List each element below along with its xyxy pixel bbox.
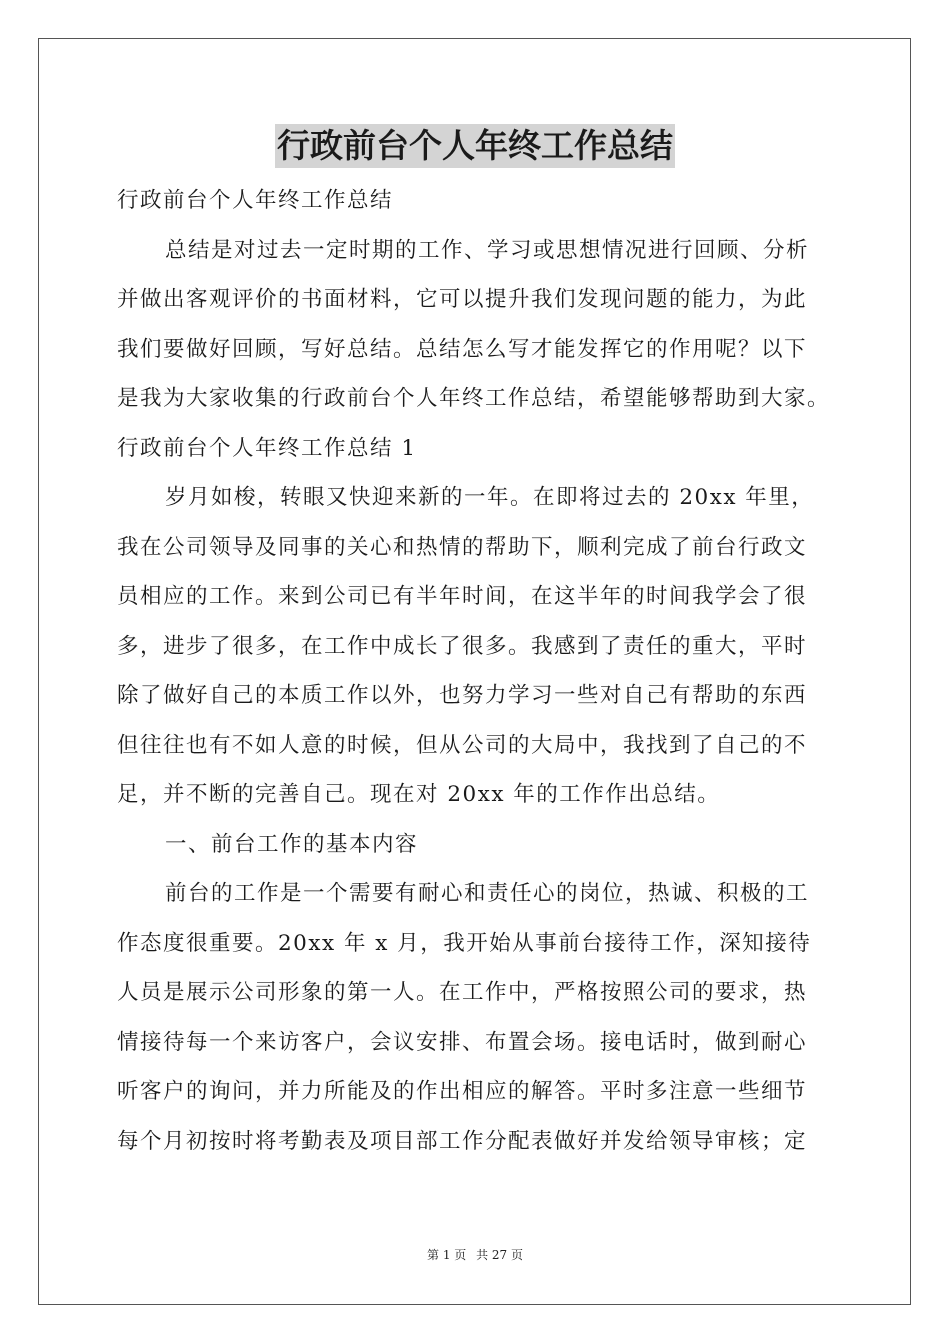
text-line: 我们要做好回顾，写好总结。总结怎么写才能发挥它的作用呢？以下 — [117, 336, 808, 362]
text-line: 行政前台个人年终工作总结 1 — [117, 435, 417, 461]
page-footer — [0, 1247, 950, 1263]
document-title: 行政前台个人年终工作总结 — [275, 124, 675, 168]
document-body — [117, 176, 835, 1166]
text-line: 是我为大家收集的行政前台个人年终工作总结，希望能够帮助到大家。 — [117, 386, 831, 411]
text-line: 足，并不断的完善自己。现在对 20xx 年的工作作出总结。 — [117, 782, 721, 807]
text-line: 岁月如梭，转眼又快迎来新的一年。在即将过去的 20xx 年里， — [165, 485, 815, 510]
text-line: 我在公司领导及同事的关心和热情的帮助下，顺利完成了前台行政文 — [117, 534, 808, 560]
text-line: 听客户的询问，并力所能及的作出相应的解答。平时多注意一些细节 — [117, 1079, 808, 1104]
text-line: 一、前台工作的基本内容 — [165, 831, 419, 857]
text-line: 作态度很重要。20xx 年 x 月，我开始从事前台接待工作，深知接待 — [117, 930, 812, 956]
text-line: 前台的工作是一个需要有耐心和责任心的岗位，热诚、积极的工 — [165, 881, 810, 906]
text-line: 但往往也有不如人意的时候，但从公司的大局中，我找到了自己的不 — [117, 732, 808, 758]
text-line: 除了做好自己的本质工作以外，也努力学习一些对自己有帮助的东西 — [117, 683, 808, 708]
text-line: 人员是展示公司形象的第一人。在工作中，严格按照公司的要求，热 — [117, 980, 808, 1005]
text-line: 并做出客观评价的书面材料，它可以提升我们发现问题的能力，为此 — [117, 287, 808, 312]
text-line: 总结是对过去一定时期的工作、学习或思想情况进行回顾、分析 — [165, 237, 810, 263]
text-line: 情接待每一个来访客户，会议安排、布置会场。接电话时，做到耐心 — [117, 1029, 808, 1055]
text-line: 多，进步了很多，在工作中成长了很多。我感到了责任的重大，平时 — [117, 633, 808, 659]
text-line: 每个月初按时将考勤表及项目部工作分配表做好并发给领导审核；定 — [117, 1128, 808, 1154]
text-line: 行政前台个人年终工作总结 — [117, 188, 394, 213]
page-total: 共 27 页 — [476, 1248, 523, 1262]
page-number: 第 1 页 — [427, 1248, 467, 1262]
text-line: 员相应的工作。来到公司已有半年时间，在这半年的时间我学会了很 — [117, 584, 808, 609]
title-container — [0, 124, 950, 168]
